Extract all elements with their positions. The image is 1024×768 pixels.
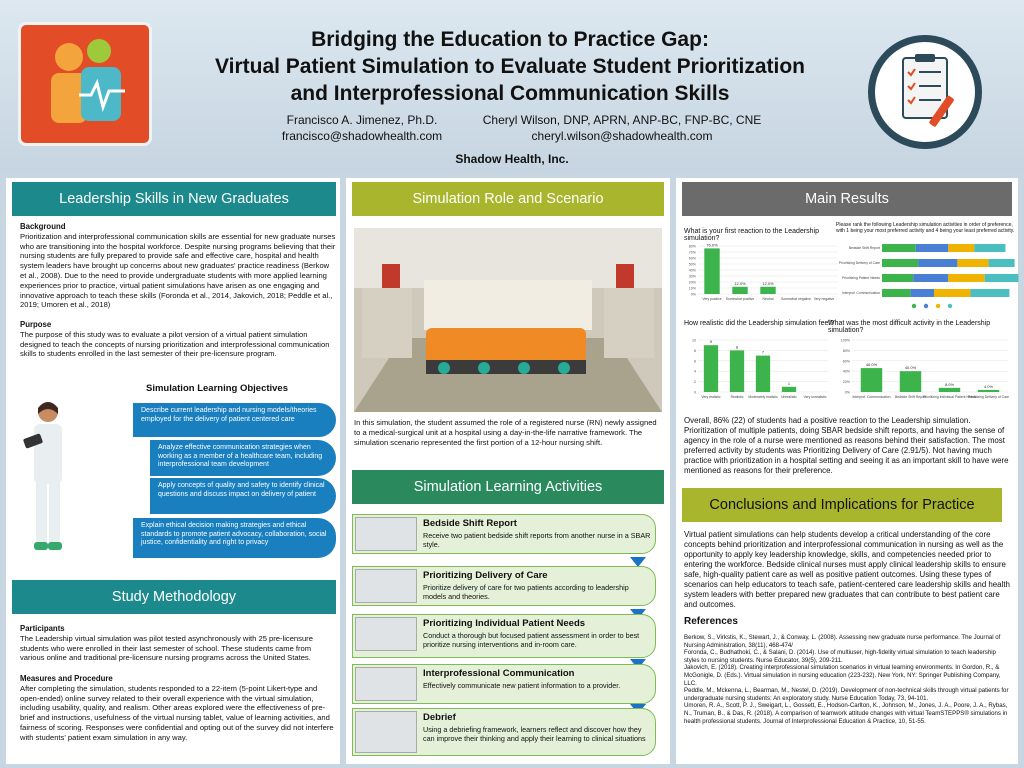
title-line-2: Virtual Patient Simulation to Evaluate Student Prioritization xyxy=(214,55,806,78)
reference-item: Berkow, S., Virkstis, K., Stewart, J., & Conway, L. (2008). Assessing new graduate nurse performance. The Journal of Nursing Administration, 38(11), 468-474/ xyxy=(684,634,1001,649)
activity-desc: Conduct a thorough but focused patient assessment in order to best prioritize nursing interventions and in-room care. xyxy=(423,631,640,649)
y-tick-label: Interprof. Communication xyxy=(841,291,880,295)
bar xyxy=(760,287,775,294)
y-tick-label: 40% xyxy=(842,369,850,374)
activity-desc: Using a debriefing framework, learners reflect and discover how they can improve their thinking and apply their learning to clinical situations xyxy=(423,725,646,743)
prioritizing-care-thumbnail xyxy=(355,569,417,603)
stacked-segment xyxy=(948,274,984,282)
x-tick-label: Somewhat positive xyxy=(725,297,755,301)
stacked-segment xyxy=(974,244,1005,252)
data-label: 12.0% xyxy=(734,280,746,286)
reference-item: Umoren, R. A., Scott, P. J., Sweigart, L., Gossett, E., Hodson-Carlton, K., Johnson, M., Jones, J. A., Poore, J. A., Rybas, N., Truman, B., & Das, R. (2018). A comparison of teamwork attitude changes with virtual TeamSTEPPS® simulations in health professional students. Journal of Interprofessional Education & Practice, 10, 51-55. xyxy=(684,702,1008,725)
activity-patient-needs xyxy=(352,614,656,658)
activity-title: Debrief xyxy=(423,712,456,723)
references-list xyxy=(684,634,1012,725)
stacked-segment xyxy=(911,289,934,297)
y-tick-label: 40% xyxy=(688,268,696,273)
y-tick-label: 10 xyxy=(692,338,696,343)
participants-text: The Leadership virtual simulation was pilot tested asynchronously with 25 pre-licensure students who were enrolled in their last semester of school. These students came from various online and traditional pre-licensure nursing programs across the United States. xyxy=(20,633,313,663)
x-tick-label: Unrealistic xyxy=(781,395,797,399)
objective-2: Analyze effective communication strategies when working as a member of a healthcare team, including interprofessional team development xyxy=(150,440,336,476)
debrief-thumbnail xyxy=(355,711,417,753)
difficulty-chart xyxy=(836,334,1012,406)
stacked-segment xyxy=(948,244,974,252)
x-tick-label: Somewhat negative xyxy=(781,297,811,301)
y-tick-label: Prioritizing Delivery of Care xyxy=(838,261,880,265)
activity-bedside-shift-report xyxy=(352,514,656,554)
activity-title: Prioritizing Individual Patient Needs xyxy=(423,618,586,629)
methodology-section-title: Study Methodology xyxy=(12,580,336,614)
activity-title: Interprofessional Communication xyxy=(423,668,575,679)
chart-4-title: Please rank the following Leadership simulation activities in order of preference, with 1 being your most preferred activity and 4 being your least preferred activity. xyxy=(836,222,1015,234)
stacked-segment xyxy=(918,259,957,267)
author-2 xyxy=(472,113,772,143)
x-tick-label: Very realistic xyxy=(701,395,721,399)
y-tick-label: Prioritizing Patient Needs xyxy=(841,276,880,280)
x-tick-label: Realistic xyxy=(730,395,744,399)
data-label: 76.0% xyxy=(706,242,718,248)
x-tick-label: Very unrealistic xyxy=(803,395,827,399)
communication-thumbnail xyxy=(355,667,417,701)
y-tick-label: 0 xyxy=(694,390,696,395)
stacked-segment xyxy=(882,244,916,252)
title-line-3: and Interprofessional Communication Skills xyxy=(290,82,730,105)
stacked-segment xyxy=(970,289,1009,297)
preference-ranking-chart xyxy=(838,238,1016,310)
poster-title xyxy=(160,26,860,107)
y-tick-label: 4 xyxy=(694,369,696,374)
stacked-segment xyxy=(985,274,1019,282)
measures-heading: Measures and Procedure xyxy=(20,674,113,683)
y-tick-label: 30% xyxy=(688,274,696,279)
background-text: Prioritization and interprofessional communication skills are essential for new graduate nurses who are transitioning into the hospital workforce. Despite nursing programs believing that their nursing students are fully prepared to provide safe and effective care, hospital and health system leaders have brought up concerns about new graduates' practice readiness (Berkow et al., 2008). Due to the need to provide undergraduate students with more applied learning experiences prior to practice, virtual patient simulations have arisen as one engaging and innovative approach to teach these skills (Foronda et al., 2014, Jakovich, 2018; Peddle et al., 2019; Umoren et al., 2018) xyxy=(20,231,336,310)
activity-prioritizing-care xyxy=(352,566,656,606)
author-1-email: francisco@shadowhealth.com xyxy=(281,129,443,143)
stacked-segment xyxy=(882,259,918,267)
x-tick-label: Prioritizing Delivery of Care xyxy=(967,395,1010,399)
data-label: 8.0% xyxy=(944,381,955,387)
background-section xyxy=(20,222,336,310)
stacked-segment xyxy=(882,274,913,282)
y-tick-label: 10% xyxy=(688,286,696,291)
stacked-segment xyxy=(957,259,988,267)
y-tick-label: 100% xyxy=(840,338,850,343)
purpose-section xyxy=(20,320,336,359)
y-tick-label: 20% xyxy=(688,280,696,285)
participants-heading: Participants xyxy=(20,624,65,633)
activity-debrief xyxy=(352,708,656,756)
chart-1-title: What is your first reaction to the Leadership simulation? xyxy=(684,228,820,242)
left-panel xyxy=(6,178,340,764)
y-tick-label: 80% xyxy=(842,348,850,353)
activity-title: Prioritizing Delivery of Care xyxy=(423,570,548,581)
reference-item: Jakovich, E. (2018). Creating interprofessional simulation scenarios in virtual learning environments. In Gordon, R., & McGonigle, D. (Eds.). Virtual simulation in nursing education (223-232). New York, NY: Springer Publishing Company, LLC. xyxy=(684,664,1001,687)
y-tick-label: Bedside Shift Report xyxy=(848,246,880,250)
conclusions-text: Virtual patient simulations can help students develop a critical understanding of the core concepts behind prioritization and interprofessional communication in nursing as well as the opportunity to apply key leadership knowledge, skills, and competencies needed prior to entering the workforce. Bedside clinical nurses must apply clinical leadership skills to ensure safe, high-quality patient care as well as positive patient outcomes. Using these types of scenarios can help educators to teach safe, patient-centered care leadership skills and health system leaders with better prepared new graduates that can contribute to best patient care and outcomes. xyxy=(684,530,1010,609)
y-tick-label: 20% xyxy=(842,380,850,385)
bar xyxy=(861,368,882,392)
objective-4: Explain ethical decision making strategies and ethical standards to promote patient advocacy, collaboration, social justice, confidentiality and right to privacy xyxy=(133,518,336,558)
bar xyxy=(730,350,744,392)
bar xyxy=(756,356,770,392)
y-tick-label: 50% xyxy=(688,262,696,267)
y-tick-label: 70% xyxy=(688,250,696,255)
x-tick-label: Moderately realistic xyxy=(748,395,778,399)
nurse-avatar xyxy=(20,396,76,564)
y-tick-label: 8 xyxy=(694,348,696,353)
data-label: 8 xyxy=(735,344,739,350)
scenario-text: In this simulation, the student assumed the role of a registered nurse (RN) newly assigned to a medical-surgical unit at a hospital using a day-in-the-life narrative framework. The simulation scenario represented the first portion of a 12-hour nursing shift. xyxy=(354,418,657,447)
author-2-email: cheryl.wilson@shadowhealth.com xyxy=(531,129,713,143)
reference-item: Foronda, C., Budhathoki, C., & Salani, D. (2014). Use of multiuser, high-fidelity virtual simulation to teach leadership styles to nursing students. Nurse Educator, 39(5), 209-211. xyxy=(684,649,996,664)
y-tick-label: 2 xyxy=(694,380,696,385)
measures-section xyxy=(20,674,336,743)
data-label: 9 xyxy=(709,339,713,345)
clipboard-checklist-icon xyxy=(868,35,982,149)
objective-3: Apply concepts of quality and safety to identify clinical questions and discuss impact on delivery of patient xyxy=(150,478,336,514)
activities-section-title: Simulation Learning Activities xyxy=(352,470,664,504)
y-tick-label: 60% xyxy=(842,359,850,364)
author-1 xyxy=(262,113,462,143)
legend-swatch xyxy=(912,304,916,308)
x-tick-label: Very negative xyxy=(813,297,835,301)
legend-swatch xyxy=(924,304,928,308)
medical-figures-icon xyxy=(21,25,149,143)
bar xyxy=(704,345,718,392)
activity-title: Bedside Shift Report xyxy=(423,518,517,529)
activity-desc: Prioritize delivery of care for two patients according to leadership models and theories. xyxy=(423,583,629,601)
y-tick-label: 0% xyxy=(844,390,850,395)
bar xyxy=(900,371,921,392)
stacked-segment xyxy=(934,289,970,297)
purpose-text: The purpose of this study was to evaluate a pilot version of a virtual patient simulation designed to teach the concepts of nursing prioritization and interprofessional communication skills to students enrolled in the last semester of their pre-licensure program. xyxy=(20,329,330,359)
activity-desc: Receive two patient bedside shift reports from another nurse in a SBAR style. xyxy=(423,531,651,549)
organization: Shadow Health, Inc. xyxy=(455,152,569,166)
measures-text: After completing the simulation, students responded to a 22-item (5-point Likert-type and open-ended) online survey related to their overall experience with the virtual simulation, including usability, quality, and realism. Other areas explored were the effectiveness of pre-brief and instructions, usefulness of the virtual nursing tablet, value of learning activities, and fairness of scoring. Responses were confidential and opting out of the survey did not interfere with students' patient exam simulation in any way. xyxy=(20,683,334,742)
chart-3-title: What was the most difficult activity in the Leadership simulation? xyxy=(828,320,991,334)
results-text: Overall, 86% (22) of students had a positive reaction to the Leadership simulation. Prioritization of multiple patients, doing SBAR bedside shift reports, and having the sense of agency in the role of a nurse were mentioned as reasons behind their satisfaction. The most preferred activity by students was Prioritizing Delivery of Care (2.91/5). Not having much practice with prioritization in a hospital setting and seeing it as an important skill to have were mentioned as reasons for their preference. xyxy=(684,416,1009,475)
bedside-report-thumbnail xyxy=(355,517,417,551)
data-label: 40.0% xyxy=(904,365,917,371)
leadership-section-title: Leadership Skills in New Graduates xyxy=(12,182,336,216)
conclusions-section-title: Conclusions and Implications for Practice xyxy=(682,488,1002,522)
hospital-unit-image xyxy=(354,228,662,412)
bar xyxy=(782,387,796,392)
poster-header xyxy=(0,0,1024,172)
chart-2-title: How realistic did the Leadership simulation feel? xyxy=(684,320,834,327)
data-label: 4.0% xyxy=(983,383,994,389)
stacked-segment xyxy=(989,259,1015,267)
data-label: 1 xyxy=(787,380,791,386)
title-line-1: Bridging the Education to Practice Gap: xyxy=(311,28,709,51)
objectives-title: Simulation Learning Objectives xyxy=(146,383,289,394)
results-section-title: Main Results xyxy=(682,182,1012,216)
x-tick-label: Interprof. Communication xyxy=(852,395,891,399)
x-tick-label: Bedside Shift Report xyxy=(894,395,927,399)
data-label: 7 xyxy=(761,349,765,355)
realism-chart xyxy=(682,334,832,406)
y-tick-label: 0% xyxy=(690,292,696,297)
author-1-name: Francisco A. Jimenez, Ph.D. xyxy=(286,113,438,127)
right-panel xyxy=(676,178,1018,764)
references-title: References xyxy=(684,616,738,627)
stacked-segment xyxy=(882,289,911,297)
reference-item: Peddle, M., Mckenna, L., Bearman, M., Nestel, D. (2019). Development of non-technical skills through virtual patients for undergraduate nursing students: An exploratory study. Nurse Education Today, 73, 94-101. xyxy=(684,687,1009,702)
y-tick-label: 60% xyxy=(688,256,696,261)
data-label: 12.0% xyxy=(762,280,774,286)
activity-interprofessional-communication xyxy=(352,664,656,704)
stacked-segment xyxy=(913,274,948,282)
reaction-chart xyxy=(682,240,842,308)
activity-desc: Effectively communicate new patient information to a provider. xyxy=(423,681,621,690)
x-tick-label: Neutral xyxy=(762,297,774,301)
scenario-section-title: Simulation Role and Scenario xyxy=(352,182,664,216)
legend-swatch xyxy=(948,304,952,308)
purpose-heading: Purpose xyxy=(20,320,52,329)
author-2-name: Cheryl Wilson, DNP, APRN, ANP-BC, FNP-BC, CNE xyxy=(482,113,762,127)
shadow-health-logo xyxy=(18,22,152,146)
x-tick-label: Very positive xyxy=(702,297,722,301)
bar xyxy=(732,287,747,294)
y-tick-label: 6 xyxy=(694,359,696,364)
bar xyxy=(939,388,960,392)
x-tick-label: Prioritizing Individual Patient Needs xyxy=(922,395,977,399)
bar xyxy=(704,248,719,294)
legend-swatch xyxy=(936,304,940,308)
participants-section xyxy=(20,624,336,663)
background-heading: Background xyxy=(20,222,66,231)
patient-needs-thumbnail xyxy=(355,617,417,651)
y-tick-label: 80% xyxy=(688,244,696,249)
stacked-segment xyxy=(916,244,949,252)
data-label: 46.0% xyxy=(865,362,878,368)
bar xyxy=(978,390,999,392)
objective-1: Describe current leadership and nursing models/theories employed for the delivery of patient centered care xyxy=(133,403,336,437)
